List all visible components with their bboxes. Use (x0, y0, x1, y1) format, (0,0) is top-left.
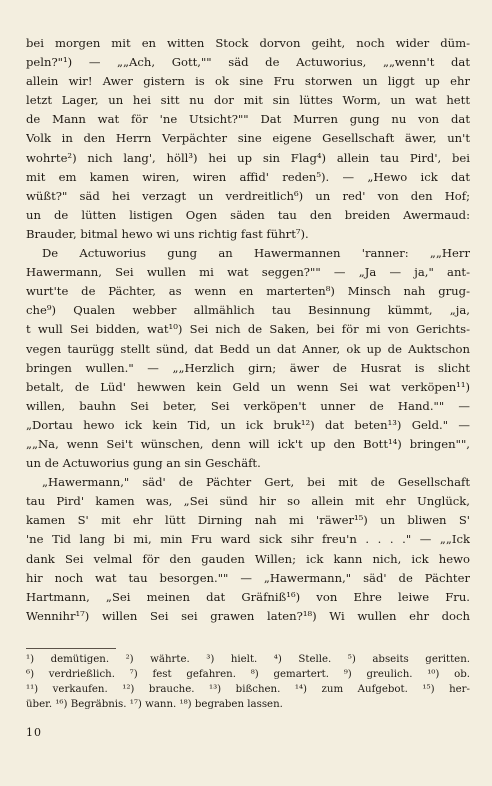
text-line: vegen taurügg stellt sünd, dat Bedd un dat Anner, ok up de Auktschon (26, 341, 470, 356)
text-line: bei morgen mit en witten Stock dorvon geiht, noch wider düm- (26, 36, 470, 50)
text-line: dank Sei velmal för den gauden Willen; ick kann nich, ick hewo (26, 551, 470, 566)
text-line: mit em kamen wiren, wiren affid' reden⁵). — „Hewo ick dat (26, 169, 470, 184)
text-line: bringen wullen." — „„Herzlich girn; äwer de Husrat is slicht (26, 360, 470, 375)
text-line: un de Actuworius gung an sin Geschäft. (26, 456, 261, 471)
text-line: „Dortau hewo ick kein Tid, un ick bruk¹²) dat beten¹³) Geld." — (26, 417, 470, 432)
text-line: betalt, de Lüd' hewwen kein Geld un wenn Sei wat verköpen¹¹) (26, 379, 470, 394)
text-line: de Mann wat för 'ne Utsicht?"" Dat Murren gung nu von dat (26, 112, 470, 127)
footnotes (26, 652, 470, 712)
footnote-line: ¹) demütigen. ²) währte. ³) hielt. ⁴) Stelle. ⁵) abseits geritten. (26, 654, 470, 665)
footnote-divider (26, 648, 116, 649)
text-line: wüßt?" säd hei verzagt un verdreitlich⁶) un red' von den Hof; (26, 188, 470, 203)
text-line: wurt'te de Pächter, as wenn en marterten⁸) Minsch nah grug- (26, 284, 470, 299)
text-line: Wennihr¹⁷) willen Sei sei grawen laten?¹⁸) Wi wullen ehr doch (26, 608, 470, 623)
footnote-line: über. ¹⁶) Begräbnis. ¹⁷) wann. ¹⁸) begraben lassen. (26, 699, 283, 710)
text-line: peln?"¹) — „„Ach, Gott,"" säd de Actuworius, „„wenn't dat (26, 55, 470, 70)
text-line: Volk in den Herrn Verpächter sine eigene Gesellschaft äwer, un't (26, 131, 470, 146)
text-line: „Hawermann," säd' de Pächter Gert, bei mit de Gesellschaft (42, 475, 470, 490)
page-number: 10 (26, 726, 42, 739)
text-line: letzt Lager, un hei sitt nu dor mit sin lüttes Worm, un wat hett (26, 93, 470, 108)
text-line: kamen S' mit ehr lütt Dirning nah mi 'räwer¹⁵) un bliwen S' (26, 513, 470, 528)
text-line: willen, bauhn Sei beter, Sei verköpen't unner de Hand."" — (26, 398, 470, 413)
text-line: wohrte²) nich lang', höll³) hei up sin Flag⁴) allein tau Pird', bei (26, 150, 470, 165)
footnote-line: ¹¹) verkaufen. ¹²) brauche. ¹³) bißchen. ¹⁴) zum Aufgebot. ¹⁵) her- (26, 684, 470, 695)
text-line: allein wir! Awer gistern is ok sine Fru storwen un liggt up ehr (26, 74, 470, 89)
text-line: un de lütten listigen Ogen säden tau den breiden Awermaud: (26, 207, 470, 222)
text-line: Hawermann, Sei wullen mi wat seggen?"" — „Ja — ja," ant- (26, 265, 470, 280)
text-line: 'ne Tid lang bi mi, min Fru ward sick sihr freu'n . . . ." — „„Ick (26, 532, 470, 547)
text-line: che⁹) Qualen webber allmählich tau Besinnung kümmt, „ja, (26, 303, 470, 318)
body-text (26, 34, 470, 626)
text-line: Hartmann, „Sei meinen dat Gräfniß¹⁶) von Ehre leiwe Fru. (26, 589, 470, 604)
text-line: „„Na, wenn Sei't wünschen, denn will ick't up den Bott¹⁴) bringen"", (26, 436, 470, 451)
text-line: t wull Sei bidden, wat¹⁰) Sei nich de Saken, bei för mi von Gerichts- (26, 322, 470, 337)
footnote-line: ⁶) verdrießlich. ⁷) fest gefahren. ⁸) gemartert. ⁹) greulich. ¹⁰) ob. (26, 669, 470, 680)
text-line: tau Pird' kamen was, „Sei sünd hir so allein mit ehr Unglück, (26, 494, 470, 509)
text-line: Brauder, bitmal hewo wi uns richtig fast führt⁷). (26, 226, 309, 241)
text-line: hir noch wat tau besorgen."" — „Hawermann," säd' de Pächter (26, 570, 470, 585)
text-line: De Actuworius gung an Hawermannen 'ranner: „„Herr (42, 246, 470, 261)
